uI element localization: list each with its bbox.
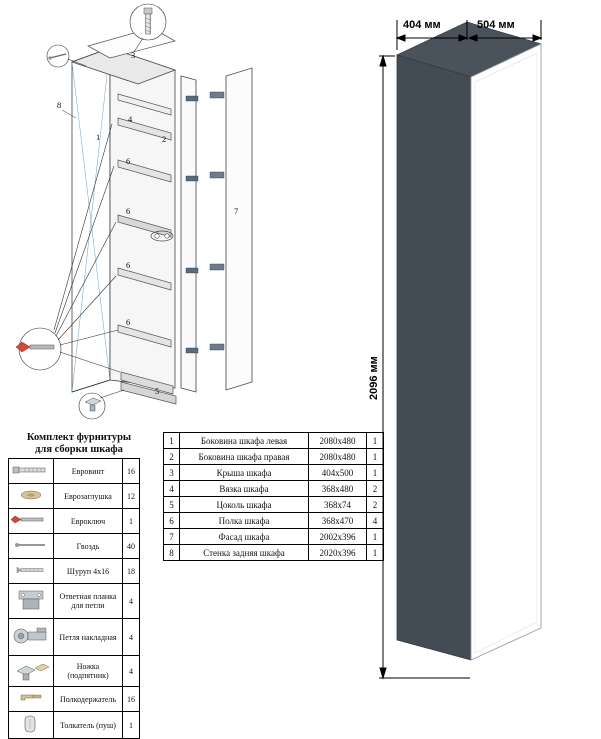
- part-qty: 2: [367, 481, 384, 497]
- hardware-qty: 1: [123, 509, 140, 534]
- euro-screw-icon: [9, 459, 54, 484]
- part-qty: 1: [367, 433, 384, 449]
- part-qty: 1: [367, 545, 384, 561]
- part-size: 368x480: [309, 481, 367, 497]
- hardware-kit-title-line2: для сборки шкафа: [35, 444, 123, 455]
- hardware-label: Шуруп 4х16: [54, 559, 123, 584]
- part-name: Фасад шкафа: [180, 529, 309, 545]
- hardware-label: Петля накладная: [54, 619, 123, 656]
- part-size: 2020x396: [309, 545, 367, 561]
- hardware-label: Еврозаглушка: [54, 484, 123, 509]
- table-row: [9, 559, 140, 584]
- svg-text:4: 4: [128, 114, 133, 124]
- part-qty: 1: [367, 529, 384, 545]
- table-row: [9, 619, 140, 656]
- hardware-label: Ножка (подпятник): [54, 656, 123, 687]
- part-name: Вязка шкафа: [180, 481, 309, 497]
- hinge-icon: [9, 619, 54, 656]
- part-number: 3: [164, 465, 180, 481]
- part-size: 368x470: [309, 513, 367, 529]
- cabinet-dimension-view: [345, 0, 601, 700]
- part-qty: 2: [367, 497, 384, 513]
- hardware-qty: 12: [123, 484, 140, 509]
- part-size: 2080x480: [309, 449, 367, 465]
- hardware-qty: 16: [123, 687, 140, 712]
- part-name: Боковина шкафа левая: [180, 433, 309, 449]
- exploded-assembly-diagram: [0, 0, 345, 420]
- part-name: Полка шкафа: [180, 513, 309, 529]
- dimension-width-label: 404 мм: [403, 19, 441, 31]
- dimension-depth-label: 504 мм: [477, 19, 515, 31]
- hardware-label: Толкатель (пуш): [54, 712, 123, 739]
- hardware-qty: 4: [123, 619, 140, 656]
- hardware-qty: 4: [123, 656, 140, 687]
- part-number: 7: [164, 529, 180, 545]
- part-qty: 4: [367, 513, 384, 529]
- table-row: [9, 459, 140, 484]
- hardware-label: Гвоздь: [54, 534, 123, 559]
- hardware-qty: 4: [123, 584, 140, 619]
- dimension-height-label: 2096 мм: [368, 356, 380, 400]
- table-row: [9, 509, 140, 534]
- part-size: 2002x396: [309, 529, 367, 545]
- pusher-icon: [9, 712, 54, 739]
- hardware-kit-title: [18, 432, 140, 456]
- part-number: 2: [164, 449, 180, 465]
- hardware-label: Евровинт: [54, 459, 123, 484]
- part-number: 8: [164, 545, 180, 561]
- hardware-qty: 40: [123, 534, 140, 559]
- part-name: Крыша шкафа: [180, 465, 309, 481]
- hardware-qty: 16: [123, 459, 140, 484]
- svg-text:6: 6: [126, 260, 131, 270]
- part-size: 404x500: [309, 465, 367, 481]
- part-number: 4: [164, 481, 180, 497]
- svg-text:3: 3: [131, 50, 136, 60]
- part-number: 5: [164, 497, 180, 513]
- part-name: Боковина шкафа правая: [180, 449, 309, 465]
- hardware-qty: 1: [123, 712, 140, 739]
- svg-text:5: 5: [155, 386, 160, 396]
- euro-key-icon: [9, 509, 54, 534]
- table-row: [9, 712, 140, 739]
- svg-text:6: 6: [126, 317, 131, 327]
- svg-text:1: 1: [96, 132, 101, 142]
- part-name: Цоколь шкафа: [180, 497, 309, 513]
- hardware-kit-title-line1: Комплект фурнитуры: [26, 432, 132, 443]
- svg-text:6: 6: [126, 156, 131, 166]
- table-row: [9, 534, 140, 559]
- hardware-table: [8, 458, 140, 739]
- svg-text:8: 8: [57, 100, 62, 110]
- foot-icon: [9, 656, 54, 687]
- table-row: [9, 656, 140, 687]
- svg-text:6: 6: [126, 206, 131, 216]
- hinge-plate-icon: [9, 584, 54, 619]
- part-name: Стенка задняя шкафа: [180, 545, 309, 561]
- euro-cap-icon: [9, 484, 54, 509]
- hardware-label: Полкодержатель: [54, 687, 123, 712]
- nail-icon: [9, 534, 54, 559]
- shelf-holder-icon: [9, 687, 54, 712]
- part-size: 368x74: [309, 497, 367, 513]
- table-row: [9, 584, 140, 619]
- table-row: [9, 484, 140, 509]
- part-size: 2080x480: [309, 433, 367, 449]
- svg-text:7: 7: [234, 206, 239, 216]
- table-row: [9, 687, 140, 712]
- svg-text:2: 2: [162, 134, 167, 144]
- part-qty: 1: [367, 449, 384, 465]
- part-qty: 1: [367, 465, 384, 481]
- screw-4x16-icon: [9, 559, 54, 584]
- part-number: 1: [164, 433, 180, 449]
- hardware-qty: 18: [123, 559, 140, 584]
- part-number: 6: [164, 513, 180, 529]
- hardware-label: Ответная планка для петли: [54, 584, 123, 619]
- hardware-label: Евроключ: [54, 509, 123, 534]
